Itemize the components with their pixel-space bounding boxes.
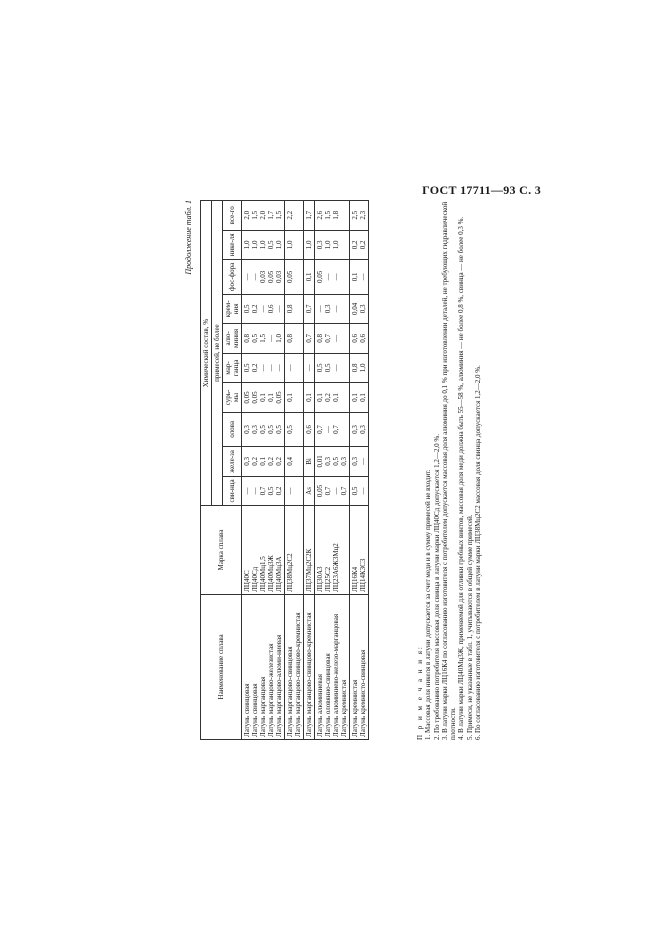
table-cell: [315, 412, 350, 446]
cell-line: ЛЦ23А6Ж3Мц2: [332, 543, 341, 592]
table-cell: [315, 260, 350, 294]
cell-line: 0,2: [267, 457, 276, 466]
cell-line: 1,0: [275, 334, 284, 343]
table-cell: [304, 383, 315, 413]
page-header: ГОСТ 17711—93 С. 3: [422, 183, 541, 197]
table-cell: [304, 294, 315, 324]
cell-line: [340, 203, 348, 228]
cell-line: 0,1: [332, 393, 341, 402]
cell-line: 0,2: [359, 240, 368, 250]
cell-line: 0,6: [305, 425, 314, 434]
cell-line: —: [332, 334, 341, 342]
table-cell: [242, 230, 285, 260]
table-cell: [285, 594, 304, 739]
cell-line: [294, 479, 302, 504]
table-cell: [315, 324, 350, 354]
table-cell: [285, 201, 304, 231]
cell-line: 0,1: [259, 393, 268, 402]
cell-line: Латунь свинцовая: [243, 683, 252, 737]
table-cell: [350, 594, 369, 739]
cell-line: 0,4: [286, 457, 295, 466]
cell-line: [340, 262, 348, 291]
table-cell: [285, 260, 304, 294]
cell-line: 0,3: [351, 425, 360, 434]
cell-line: Латунь марганцово-свинцово-кремнистая: [305, 612, 314, 737]
table-cell: [304, 324, 315, 354]
cell-line: 0,1: [259, 457, 268, 466]
cell-line: 0,3: [316, 240, 325, 250]
table-cell: [315, 201, 350, 231]
table-cell: [315, 506, 350, 595]
cell-line: 0,5: [275, 425, 284, 434]
cell-line: 1,0: [275, 240, 284, 250]
cell-line: 0,05: [275, 391, 284, 404]
cell-line: —: [251, 273, 260, 281]
cell-line: Bi: [305, 458, 314, 465]
sub-header-cell: желе-за: [223, 447, 242, 477]
cell-line: Латунь кремнистая: [340, 679, 349, 737]
note-item: 3. В латуни марки ЛЦ16К4 по согласованию изготовителя с потребителем допускается массовая доля алюминия до 0,1 % при изготовлении деталей, не требующих гидравлической плотности.: [440, 201, 457, 740]
table-cell: [350, 412, 369, 446]
sub-header-cell: алю-миния: [223, 324, 242, 354]
cell-line: 0,5: [351, 486, 360, 496]
cell-line: —: [359, 457, 368, 465]
table-cell: [285, 353, 304, 383]
cell-line: 0,3: [324, 457, 333, 466]
table-cell: [242, 383, 285, 413]
sub-header-cell: нике-ля: [223, 230, 242, 260]
cell-line: —: [275, 364, 284, 372]
cell-line: ЛЦ40Мц1,5: [259, 556, 268, 592]
cell-line: 0,6: [359, 334, 368, 343]
cell-line: —: [359, 487, 368, 495]
table-cell: [315, 383, 350, 413]
cell-line: 0,5: [251, 334, 260, 343]
table-cell: [350, 201, 369, 231]
table-cell: [285, 294, 304, 324]
note-item: 6. По согласованию изготовителя с потребителем в латуни марки ЛЦ38Мц2С2 массовая доля свинца допускается 1,2—2,0 %.: [473, 365, 482, 740]
cell-line: [294, 415, 302, 444]
table-cell: [242, 324, 285, 354]
cell-line: —: [259, 305, 268, 313]
cell-line: ЛЦ30А3: [316, 566, 325, 592]
cell-line: Латунь марганцово-алюми-ниевая: [275, 634, 284, 737]
cell-line: 0,5: [243, 304, 252, 314]
cell-line: 1,0: [243, 240, 252, 250]
note-item: 2. По требованию потребителя массовая доля свинца в латуни марки ЛЦ40Сд допускается 1,2—2,0 %.: [432, 433, 441, 740]
cell-line: 0,2: [275, 457, 284, 466]
col-header-chemical: Химический состав, %: [201, 201, 212, 506]
cell-line: —: [324, 273, 333, 281]
cell-line: 2,5: [351, 210, 360, 220]
table-row: [242, 201, 285, 740]
table-cell: [315, 294, 350, 324]
table-cell: [350, 476, 369, 506]
cell-line: [294, 449, 302, 474]
rotated-table-page: [184, 200, 540, 740]
cell-line: ЛЦ14К3С3: [359, 558, 368, 592]
cell-line: 1,7: [305, 210, 314, 220]
sub-header-cell: крем-ния: [223, 294, 242, 324]
sub-header-cell: сви-нца: [223, 476, 242, 506]
cell-line: 0,3: [351, 457, 360, 466]
cell-line: 0,6: [267, 304, 276, 314]
cell-line: 2,0: [259, 210, 268, 220]
cell-line: 2,2: [286, 210, 295, 220]
cell-line: Латунь марганцовая: [259, 676, 268, 737]
table-row: [304, 201, 315, 740]
table-cell: [304, 447, 315, 477]
table-cell: [350, 506, 369, 595]
cell-line: Латунь марганцово-железистая: [267, 643, 276, 737]
table-cell: [285, 412, 304, 446]
cell-line: [340, 508, 348, 592]
table-cell: [242, 201, 285, 231]
cell-line: Латунь марганцово-свинцово-кремнистая: [294, 612, 303, 737]
table-cell: [242, 476, 285, 506]
cell-line: 0,5: [259, 425, 268, 434]
table-cell: [315, 476, 350, 506]
cell-line: 0,8: [243, 334, 252, 343]
cell-line: 0,5: [267, 486, 276, 496]
cell-line: 0,3: [243, 425, 252, 434]
cell-line: 1,5: [251, 210, 260, 220]
cell-line: 2,6: [316, 210, 325, 220]
cell-line: 0,05: [267, 270, 276, 283]
table-cell: [315, 594, 350, 739]
sub-header-cell: олова: [223, 412, 242, 446]
cell-line: 0,1: [351, 272, 360, 282]
cell-line: —: [332, 487, 341, 495]
sub-header-cell: все-го: [223, 201, 242, 231]
cell-line: [340, 385, 348, 410]
cell-line: 0,3: [359, 425, 368, 434]
cell-line: Латунь кремнистая: [351, 679, 360, 737]
cell-line: 1,0: [359, 363, 368, 373]
cell-line: 0,8: [351, 363, 360, 373]
cell-line: 0,04: [351, 302, 360, 315]
table-cell: [304, 476, 315, 506]
cell-line: 1,0: [305, 240, 314, 250]
table-row: [350, 201, 369, 740]
cell-line: [340, 233, 348, 258]
table-cell: [285, 476, 304, 506]
col-header-impurities: примесей, не более: [212, 201, 223, 506]
table-cell: [304, 201, 315, 231]
sub-header-cell: фос-фора: [223, 260, 242, 294]
cell-line: ЛЦ16К4: [351, 566, 360, 592]
cell-line: 0,05: [251, 391, 260, 404]
cell-line: 1,5: [324, 210, 333, 220]
table-cell: [350, 230, 369, 260]
table-cell: [304, 412, 315, 446]
cell-line: 2,3: [359, 210, 368, 220]
cell-line: 0,2: [251, 457, 260, 466]
cell-line: 0,7: [324, 334, 333, 343]
cell-line: 0,5: [332, 457, 341, 466]
table-cell: [350, 447, 369, 477]
cell-line: 0,7: [259, 486, 268, 496]
cell-line: Латунь марганцово-свинцовая: [286, 646, 295, 737]
table-cell: [315, 353, 350, 383]
cell-line: 0,6: [351, 334, 360, 343]
cell-line: [340, 297, 348, 322]
sub-header-cell: мар-ганца: [223, 353, 242, 383]
cell-line: 0,05: [243, 391, 252, 404]
cell-line: [294, 233, 302, 258]
cell-line: —: [286, 364, 295, 372]
cell-line: —: [332, 364, 341, 372]
cell-line: [340, 356, 348, 381]
cell-line: 0,1: [359, 393, 368, 402]
cell-line: 2,0: [243, 210, 252, 220]
cell-line: 0,7: [340, 486, 349, 496]
table-cell: [242, 594, 285, 739]
cell-line: 0,05: [286, 270, 295, 283]
cell-line: 0,1: [316, 393, 325, 402]
cell-line: —: [275, 305, 284, 313]
cell-line: 1,0: [251, 240, 260, 250]
notes-block: [416, 200, 482, 740]
cell-line: 0,2: [324, 393, 333, 402]
cell-line: 1,0: [259, 240, 268, 250]
table-cell: [315, 230, 350, 260]
cell-line: 0,5: [243, 363, 252, 373]
cell-line: 0,5: [267, 425, 276, 434]
cell-line: ЛЦ37Мц2С2К: [305, 548, 314, 592]
cell-line: —: [359, 273, 368, 281]
table-cell: [285, 230, 304, 260]
cell-line: ЛЦ40Мц3А: [275, 556, 284, 592]
cell-line: 0,1: [351, 393, 360, 402]
cell-line: 1,5: [259, 334, 268, 343]
cell-line: 0,3: [324, 304, 333, 314]
table-cell: [304, 506, 315, 595]
cell-line: 0,5: [267, 240, 276, 250]
table-cell: [350, 353, 369, 383]
cell-line: 0,1: [267, 393, 276, 402]
cell-line: 0,2: [251, 304, 260, 314]
cell-line: Латунь алюминиево-железо-марганцовая: [332, 613, 341, 737]
cell-line: 1,7: [267, 210, 276, 220]
cell-line: 1,0: [286, 240, 295, 250]
col-header-name: Наименование сплава: [201, 594, 242, 739]
cell-line: 0,7: [324, 486, 333, 496]
cell-line: 0,01: [316, 455, 325, 468]
cell-line: Латунь алюминиевая: [316, 674, 325, 737]
cell-line: Латунь кремнисто-свинцовая: [359, 649, 368, 737]
cell-line: —: [316, 305, 325, 313]
cell-line: 0,5: [286, 425, 295, 434]
table-cell: [350, 324, 369, 354]
cell-line: 0,8: [286, 334, 295, 343]
cell-line: 0,2: [351, 240, 360, 250]
table-cell: [242, 506, 285, 595]
cell-line: 0,03: [275, 270, 284, 283]
cell-line: ЛЦ38Мц2С2: [286, 553, 295, 592]
cell-line: —: [332, 273, 341, 281]
cell-line: 0,3: [340, 457, 349, 466]
cell-line: [340, 326, 348, 351]
chemical-composition-table: [200, 200, 369, 740]
sub-header-cell: сурь-мы: [223, 383, 242, 413]
cell-line: —: [243, 273, 252, 281]
cell-line: 1,5: [275, 210, 284, 220]
cell-line: 0,05: [316, 270, 325, 283]
cell-line: —: [324, 425, 333, 433]
cell-line: [294, 297, 302, 322]
continuation-label: Продолжение табл. 1: [184, 200, 193, 275]
note-item: 1. Массовая доля никеля в латуни допускается за счет меди и в сумму примесей не входит.: [424, 469, 433, 740]
cell-line: —: [332, 305, 341, 313]
cell-line: 0,03: [259, 270, 268, 283]
cell-line: 0,7: [316, 425, 325, 434]
cell-line: 0,7: [305, 304, 314, 314]
table-cell: [350, 260, 369, 294]
cell-line: 0,3: [243, 457, 252, 466]
cell-line: 0,2: [275, 486, 284, 496]
cell-line: —: [267, 334, 276, 342]
cell-line: ЛЦ40С: [243, 570, 252, 592]
table-row: [315, 201, 350, 740]
table-cell: [304, 260, 315, 294]
table-cell: [285, 447, 304, 477]
cell-line: —: [305, 364, 314, 372]
notes-title: П р и м е ч а н и я:: [416, 645, 424, 740]
note-item: 4. В латуни марки ЛЦ40Мц3Ж, применяемой для отливки гребных винтов, массовая доля меди должна быть 55—58 %, алюминия — не более 0,8 %, свинца — не более 0,3 %.: [457, 216, 466, 740]
cell-line: ЛЦ25С2: [324, 566, 333, 592]
cell-line: 0,7: [332, 425, 341, 434]
cell-line: [294, 385, 302, 410]
cell-line: —: [259, 364, 268, 372]
cell-line: [294, 326, 302, 351]
table-cell: [285, 383, 304, 413]
note-item: 5. Примеси, не указанные в табл. 1, учитываются в общей сумме примесей.: [465, 514, 474, 740]
cell-line: 0,5: [324, 363, 333, 373]
table-row: [285, 201, 304, 740]
cell-line: 0,05: [316, 484, 325, 498]
cell-line: [340, 415, 348, 444]
cell-line: 1,8: [332, 210, 341, 220]
table-cell: [242, 260, 285, 294]
cell-line: ЛЦ40Сд: [251, 566, 260, 592]
cell-line: [294, 262, 302, 291]
cell-line: ЛЦ40Мц3Ж: [267, 555, 276, 592]
cell-line: 0,1: [305, 393, 314, 402]
table-cell: [304, 353, 315, 383]
cell-line: Латунь свинцовая: [251, 683, 260, 737]
cell-line: Латунь оловянно-свинцовая: [324, 653, 333, 737]
cell-line: [294, 356, 302, 381]
table-cell: [304, 594, 315, 739]
cell-line: 0,3: [359, 304, 368, 314]
cell-line: 0,7: [305, 334, 314, 343]
cell-line: 0,8: [316, 334, 325, 343]
col-header-grade: Марка сплава: [201, 506, 242, 595]
cell-line: 0,2: [251, 363, 260, 373]
cell-line: 0,1: [305, 272, 314, 282]
table-cell: [285, 324, 304, 354]
table-cell: [315, 447, 350, 477]
cell-line: 0,8: [286, 304, 295, 314]
table-cell: [242, 447, 285, 477]
cell-line: —: [251, 487, 260, 495]
cell-line: 0,3: [251, 425, 260, 434]
cell-line: 1,0: [332, 240, 341, 250]
table-cell: [285, 506, 304, 595]
cell-line: —: [267, 364, 276, 372]
cell-line: As: [305, 487, 314, 495]
cell-line: 0,5: [316, 363, 325, 373]
table-cell: [304, 230, 315, 260]
cell-line: 0,1: [286, 393, 295, 402]
table-cell: [242, 294, 285, 324]
cell-line: 1,0: [324, 240, 333, 250]
cell-line: —: [286, 487, 295, 495]
table-cell: [350, 383, 369, 413]
table-cell: [242, 353, 285, 383]
table-cell: [350, 294, 369, 324]
cell-line: —: [243, 487, 252, 495]
cell-line: [294, 508, 302, 592]
table-cell: [242, 412, 285, 446]
cell-line: [294, 203, 302, 228]
